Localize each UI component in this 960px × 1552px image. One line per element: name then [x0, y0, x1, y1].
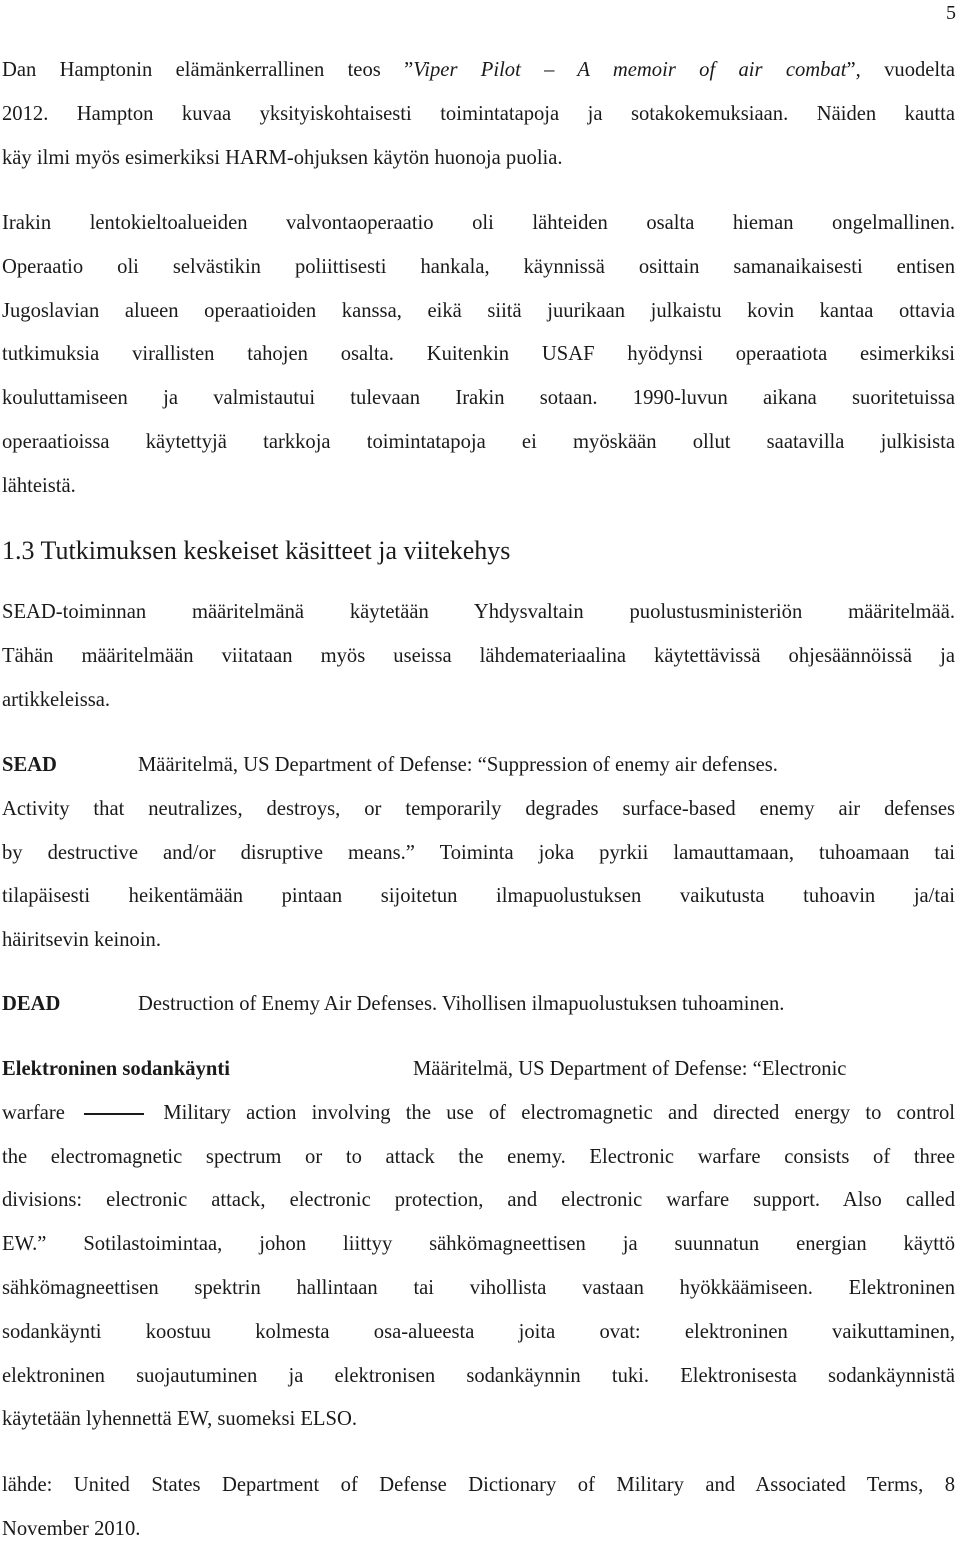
paragraph-line: artikkeleissa. [2, 688, 111, 711]
definition-line: Määritelmä, US Department of Defense: “Electronic [413, 1058, 847, 1080]
paragraph-sead-definition-intro [2, 591, 955, 722]
definition-line: Määritelmä, US Department of Defense: “Suppression of enemy air defenses. [138, 754, 778, 776]
term-electronic-warfare: Elektroninen sodankäynti [2, 1058, 230, 1080]
definition-line: EW.” Sotilastoimintaa, johon liittyy sähkömagneettisen ja suunnatun energian käyttö [2, 1233, 955, 1256]
citation-line: November 2010. [2, 1517, 141, 1540]
definition-line [2, 1092, 955, 1136]
paragraph-line: SEAD-toiminnan määritelmänä käytetään Yhdysvaltain puolustusministeriön määritelmää. [2, 601, 955, 623]
paragraph-line: Irakin lentokieltoalueiden valvontaoperaatio oli lähteiden osalta hieman ongelmallinen. [2, 212, 955, 234]
text-run: Dan Hamptonin elämänkerrallinen teos ” [2, 59, 414, 81]
paragraph-line: operaatioissa käytettyjä tarkkoja toimintatapoja ei myöskään ollut saatavilla julkisista [2, 430, 955, 453]
paragraph-line: Jugoslavian alueen operaatioiden kanssa, eikä siitä juurikaan julkaistu kovin kantaa ottavia [2, 299, 955, 322]
definition-line: sähkömagneettisen spektrin hallintaan tai vihollista vastaan hyökkäämiseen. Elektroninen [2, 1276, 955, 1299]
paragraph-line: Operaatio oli selvästikin poliittisesti hankala, käynnissä osittain samanaikaisesti entisen [2, 255, 955, 278]
definition-line: häiritsevin keinoin. [2, 929, 161, 952]
text-run: ”, vuodelta [846, 59, 956, 81]
paragraph-line: käy ilmi myös esimerkiksi HARM-ohjuksen käytön huonoja puolia. [2, 146, 563, 169]
text-run: warfare [2, 1101, 65, 1124]
paragraph-line: lähteistä. [2, 474, 76, 497]
paragraph-line: 2012. Hampton kuvaa yksityiskohtaisesti toimintatapoja ja sotakokemuksiaan. Näiden kautta [2, 102, 955, 125]
definition-sead [2, 744, 955, 963]
definition-dead: Destruction of Enemy Air Defenses. Vihollisen ilmapuolustuksen tuhoaminen. [138, 993, 785, 1015]
term-dead: DEAD [2, 993, 61, 1015]
definition-line: Activity that neutralizes, destroys, or temporarily degrades surface-based enemy air defenses [2, 797, 955, 820]
definition-electronic-warfare [2, 1048, 955, 1442]
paragraph-line: tutkimuksia virallisten tahojen osalta. Kuitenkin USAF hyödynsi operaatiota esimerkiksi [2, 343, 955, 366]
paragraph-viper-pilot [2, 49, 955, 180]
definition-line: the electromagnetic spectrum or to attack the enemy. Electronic warfare consists of three [2, 1145, 955, 1168]
section-heading: 1.3 Tutkimuksen keskeiset käsitteet ja viitekehys [2, 536, 511, 565]
definition-line: by destructive and/or disruptive means.” Toiminta joka pyrkii lamauttamaan, tuhoamaan tai [2, 841, 955, 864]
text-run: Military action involving the use of electromagnetic and directed energy to control [163, 1101, 955, 1124]
book-title: Viper Pilot – A memoir of air combat [413, 59, 847, 81]
source-citation [2, 1464, 955, 1552]
paragraph-iraq-operation [2, 202, 955, 509]
definition-line: elektroninen suojautuminen ja elektronisen sodankäynnin tuki. Elektronisesta sodankäynnistä [2, 1364, 955, 1387]
definition-line: tilapäisesti heikentämään pintaan sijoitetun ilmapuolustuksen vaikutusta tuhoavin ja/tai [2, 885, 955, 908]
definition-line: sodankäynti koostuu kolmesta osa-alueesta joita ovat: elektroninen vaikuttaminen, [2, 1320, 955, 1343]
citation-line: lähde: United States Department of Defense Dictionary of Military and Associated Terms, 8 [2, 1474, 955, 1496]
paragraph-line [2, 49, 955, 93]
definition-line: käytetään lyhennettä EW, suomeksi ELSO. [2, 1408, 357, 1431]
definition-line: divisions: electronic attack, electronic protection, and electronic warfare support. Also called [2, 1189, 955, 1212]
paragraph-line: kouluttamiseen ja valmistautui tulevaan Irakin sotaan. 1990-luvun aikana suoritetuissa [2, 387, 955, 410]
page-number: 5 [946, 2, 956, 24]
em-dash [84, 1113, 144, 1115]
paragraph-line: Tähän määritelmään viitataan myös useissa lähdemateriaalina käytettävissä ohjesäännöissä ja [2, 644, 955, 667]
term-sead: SEAD [2, 754, 57, 776]
